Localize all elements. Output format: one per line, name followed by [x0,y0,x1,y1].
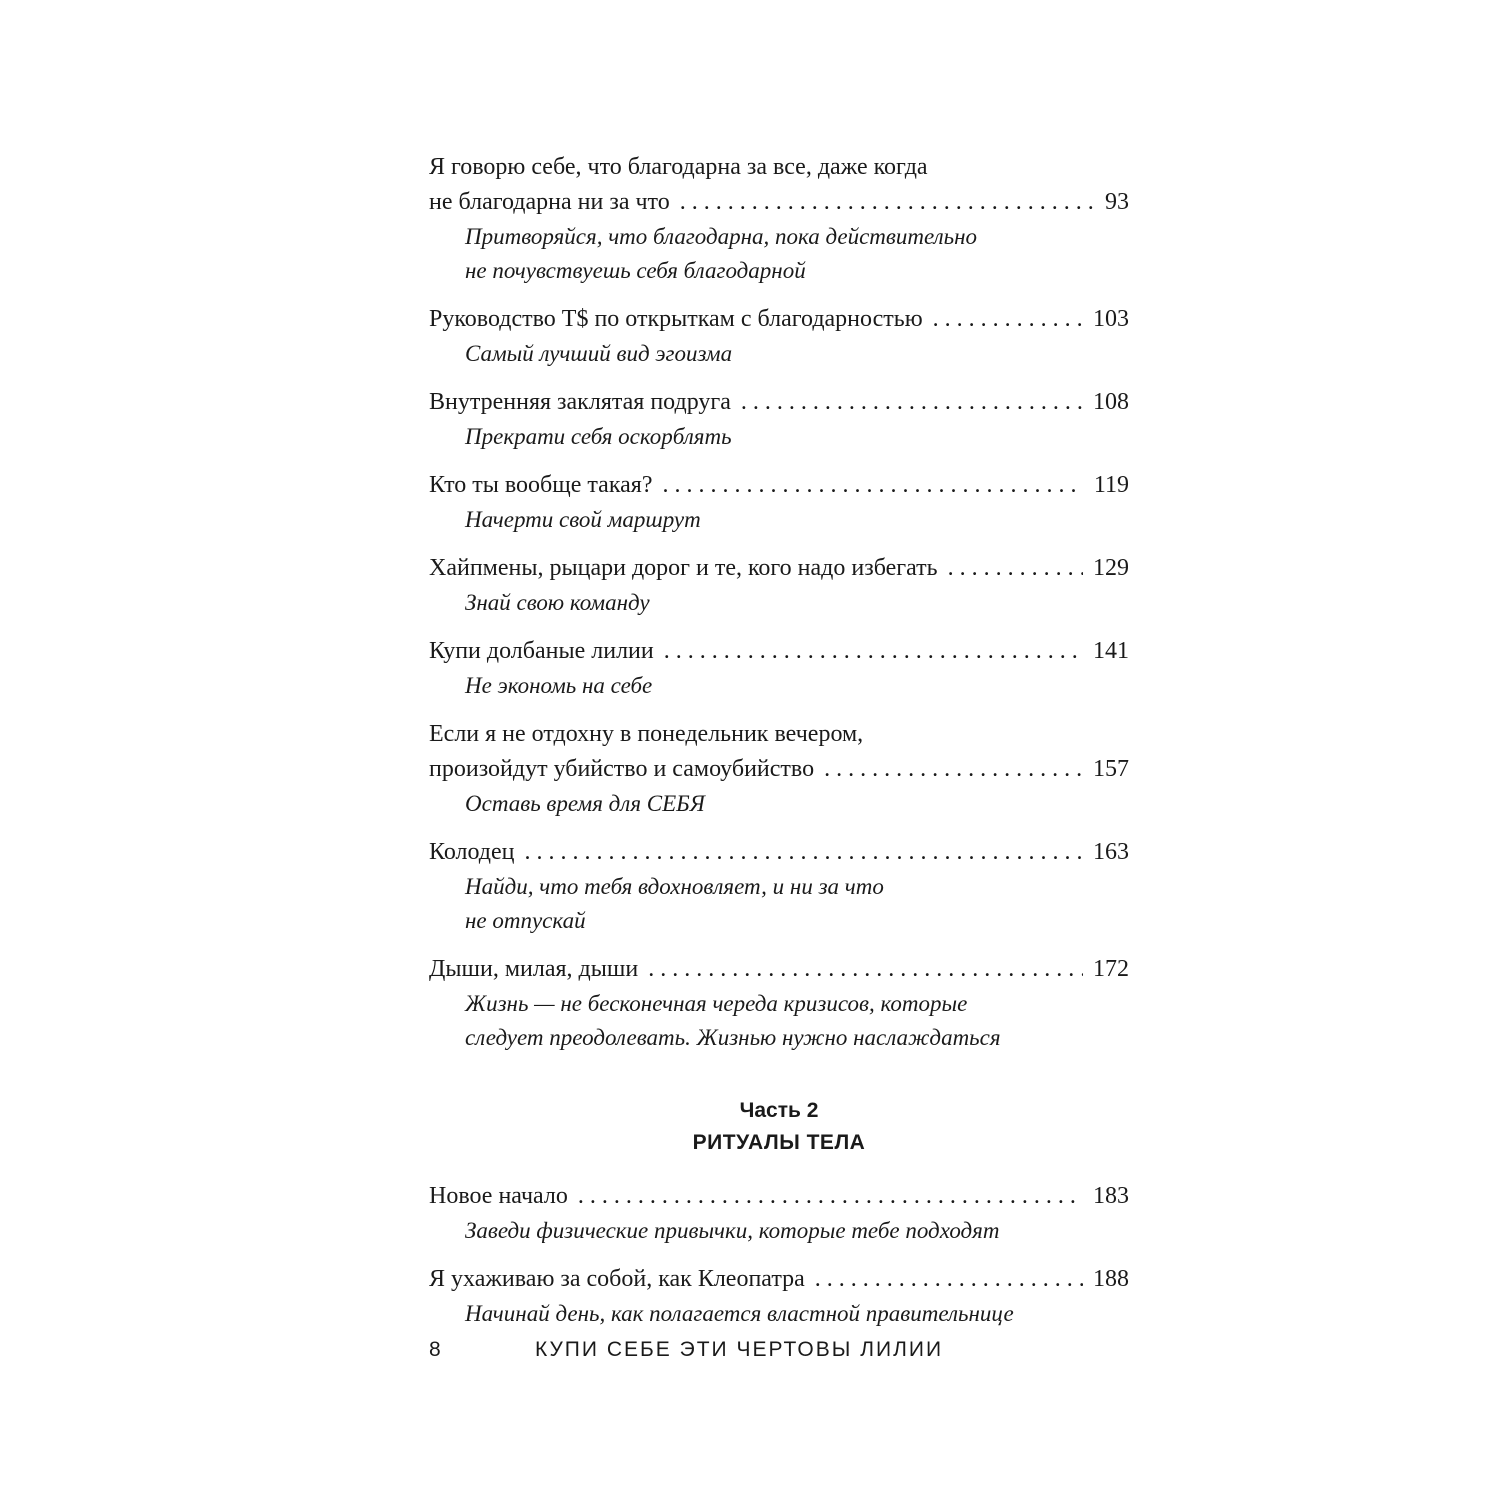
dot-leader [680,185,1095,220]
toc-entry[interactable] [429,150,1129,288]
entry-title-line: Я говорю себе, что благодарна за все, даже когда [429,154,928,180]
entry-title: Хайпмены, рыцари дорог и те, кого надо избегать [429,555,938,581]
dot-leader [948,551,1083,586]
entry-title-row [429,634,1129,669]
entry-subtitle: Найди, что тебя вдохновляет, и ни за что [465,874,884,899]
dot-leader [648,952,1083,987]
toc-entry[interactable] [429,468,1129,537]
entry-subtitle: не отпускай [465,908,586,933]
entry-subtitle: Оставь время для СЕБЯ [465,791,705,816]
entry-page-number: 108 [1093,389,1129,415]
dot-leader [662,468,1083,503]
toc-entry[interactable] [429,835,1129,938]
entry-page-number: 119 [1093,472,1129,498]
entry-page-number: 141 [1093,638,1129,664]
entry-title-row [429,1262,1129,1297]
dot-leader [664,634,1083,669]
entry-title: Руководство T$ по открыткам с благодарностью [429,306,923,332]
entry-title-row [429,752,1129,787]
entry-title-row [429,835,1129,870]
entry-page-number: 163 [1093,839,1129,865]
entry-title-line: Если я не отдохну в понедельник вечером, [429,721,864,747]
dot-leader [525,835,1084,870]
entry-title-row [429,468,1129,503]
entry-title: Внутренняя заклятая подруга [429,389,731,415]
entry-page-number: 93 [1105,189,1129,215]
entry-title-row [429,302,1129,337]
entry-title: Кто ты вообще такая? [429,472,653,498]
entry-subtitle: Прекрати себя оскорблять [465,424,732,449]
entry-subtitle: не почувствуешь себя благодарной [465,258,806,283]
entry-page-number: 157 [1093,756,1129,782]
entry-title: произойдут убийство и самоубийство [429,756,815,782]
entry-title-row [429,952,1129,987]
entry-title: Новое начало [429,1183,568,1209]
entry-subtitle: Знай свою команду [465,590,650,615]
entry-subtitle: следует преодолевать. Жизнью нужно наслаждаться [465,1025,1001,1050]
entry-title: Колодец [429,839,515,865]
entry-page-number: 103 [1093,306,1129,332]
entry-page-number: 129 [1093,555,1129,581]
entry-subtitle: Самый лучший вид эгоизма [465,341,733,366]
entry-title-row [429,385,1129,420]
toc-entry[interactable] [429,952,1129,1055]
entry-title: Купи долбаные лилии [429,638,654,664]
entry-subtitle: Начерти свой маршрут [465,507,701,532]
part-label: Часть 2 [739,1099,819,1122]
toc-entry[interactable] [429,634,1129,703]
entry-title: Дыши, милая, дыши [429,956,639,982]
dot-leader [741,385,1083,420]
toc-part1-entries [429,150,1129,1055]
entry-page-number: 188 [1093,1266,1129,1292]
dot-leader [815,1262,1083,1297]
entry-title-row [429,551,1129,586]
page-number: 8 [429,1338,443,1361]
toc-entry[interactable] [429,302,1129,371]
dot-leader [933,302,1083,337]
entry-page-number: 183 [1093,1183,1129,1209]
entry-title-row [429,1179,1129,1214]
entry-subtitle: Не экономь на себе [465,673,653,698]
part-title: РИТУАЛЫ ТЕЛА [692,1131,866,1154]
entry-page-number: 172 [1093,956,1129,982]
entry-subtitle: Притворяйся, что благодарна, пока действительно [465,224,978,249]
dot-leader [824,752,1083,787]
entry-subtitle: Заведи физические привычки, которые тебе подходят [465,1218,1000,1243]
page-footer [429,1334,1129,1366]
toc-entry[interactable] [429,385,1129,454]
table-of-contents [429,150,1129,1345]
part-header [429,1095,1129,1159]
entry-title-row [429,185,1129,220]
toc-entry[interactable] [429,1179,1129,1248]
toc-entry[interactable] [429,717,1129,821]
running-title: КУПИ СЕБЕ ЭТИ ЧЕРТОВЫ ЛИЛИИ [535,1338,944,1361]
dot-leader [578,1179,1083,1214]
entry-subtitle: Начинай день, как полагается властной правительнице [465,1301,1014,1326]
toc-entry[interactable] [429,551,1129,620]
entry-title: не благодарна ни за что [429,189,670,215]
toc-entry[interactable] [429,1262,1129,1331]
toc-part2-entries [429,1179,1129,1331]
entry-title: Я ухаживаю за собой, как Клеопатра [429,1266,805,1292]
entry-subtitle: Жизнь — не бесконечная череда кризисов, которые [465,991,968,1016]
